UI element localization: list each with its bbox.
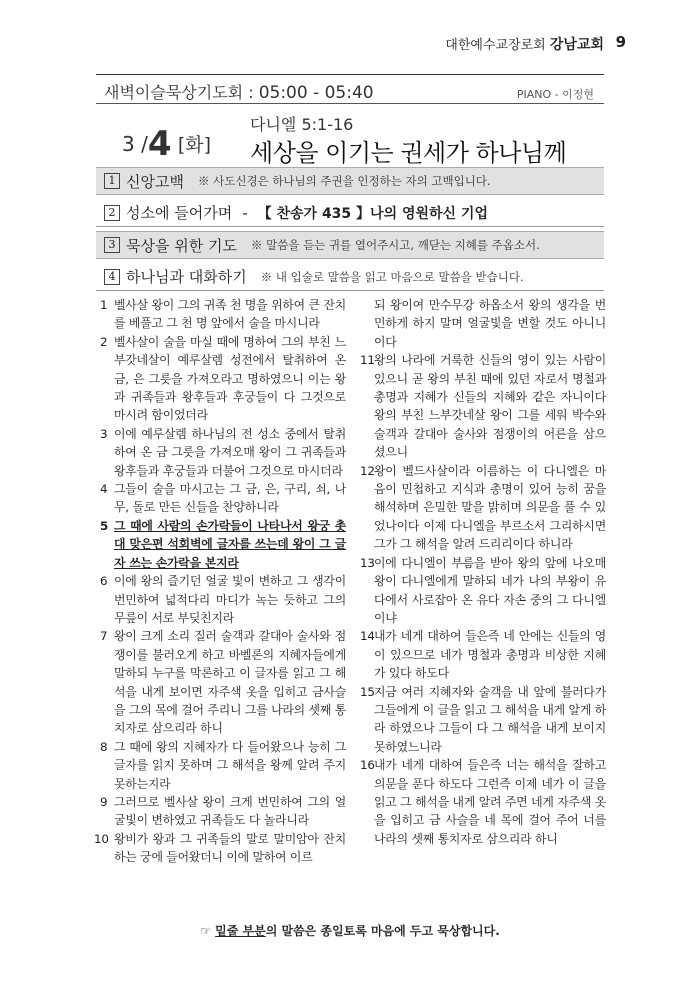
footer-underlined: 밑줄 부분 <box>215 924 266 938</box>
schedule-divider <box>96 103 604 104</box>
verse-11: 11 왕의 나라에 거룩한 신들의 영이 있는 사람이 있으니 곧 왕의 부친 때에 있던 자로서 명철과 총명과 지혜가 신들의 지혜와 같은 자니이다 왕의 부친 느부갓네살 왕이 그를 세워 박수와 술객과 갈대아 술사와 점쟁이의 어른을 삼으셨으니 <box>360 353 606 460</box>
step-number: 1 <box>104 173 120 189</box>
verse-12: 12 왕이 벨드사살이라 이름하는 이 다니엘은 마음이 민첩하고 지식과 총명이 있어 능히 꿈을 해석하며 은밀한 말을 밝히며 의문을 풀 수 있었나이다 이제 다니엘을 부르소서 그리하시면 그가 그 해석을 알려 드리리이다 하니라 <box>360 463 606 552</box>
verse-9: 9 그러므로 벨사살 왕이 크게 번민하여 그의 얼굴빛이 변하였고 귀족들도 다 놀라니라 <box>100 794 346 828</box>
step-3 <box>96 231 604 259</box>
date <box>122 124 211 164</box>
scripture-column-left <box>94 296 346 867</box>
step-4 <box>96 263 604 291</box>
step-note: ※ 내 입술로 말씀을 읽고 마음으로 말씀을 받습니다. <box>260 269 524 284</box>
date-day: 4 <box>147 124 172 164</box>
date-weekday: [화] <box>177 134 212 156</box>
verse-13: 13 이에 다니엘이 부름을 받아 왕의 앞에 나오매 왕이 다니엘에게 말하되 네가 나의 부왕이 유다에서 사로잡아 온 유다 자손 중의 그 다니엘이냐 <box>360 555 606 625</box>
verse-3: 3 이에 예루살렘 하나님의 전 성소 중에서 탈취하여 온 금 그릇을 가져오매 왕이 그 귀족들과 왕후들과 후궁들과 더불어 그것으로 마시더라 <box>100 426 346 478</box>
verse-10: 10 왕비가 왕과 그 귀족들의 말로 말미암아 잔치하는 궁에 들어왔더니 이에 말하여 이르 <box>94 831 346 865</box>
sermon-title: 세상을 이기는 권세가 하나님께 <box>250 139 567 167</box>
church-name: 강남교회 <box>549 37 604 53</box>
verse-7: 7 왕이 크게 소리 질러 술객과 갈대아 술사와 점쟁이를 불러오게 하고 바벨론의 지혜자들에게 말하되 누구를 막론하고 이 글자를 읽고 그 해석을 내게 보이면 자주색 옷을 입히고 금사슬을 그의 목에 걸어 주리니 그를 나라의 셋째 통치자로 삼으리라 하니 <box>100 629 346 736</box>
verse-14: 14 내가 네게 대하여 들은즉 네 안에는 신들의 영이 있으므로 네가 명철과 총명과 비상한 지혜가 있다 하도다 <box>360 629 606 681</box>
piano-credit: PIANO - 이정현 <box>516 88 594 101</box>
hymn-title: 【 찬송가 435 】나의 영원하신 기업 <box>257 205 488 222</box>
verse-10-continued: 되 왕이여 만수무강 하옵소서 왕의 생각을 번민하게 하지 말며 얼굴빛을 변할 것도 아니니이다 <box>374 298 606 349</box>
verse-6: 6 이에 왕의 즐기던 얼굴 빛이 변하고 그 생각이 번민하여 넓적다리 마디가 녹는 듯하고 그의 무릎이 서로 부딪친지라 <box>100 574 346 625</box>
org-name: 대한예수교장로회 <box>445 38 546 53</box>
verse-8: 8 그 때에 왕의 지혜자가 다 들어왔으나 능히 그 글자를 읽지 못하며 그 해석을 왕께 알려 주지 못하는지라 <box>100 739 346 791</box>
footer-note <box>0 922 700 939</box>
verse-16: 16 내가 네게 대하여 들은즉 너는 해석을 잘하고 의문을 푼다 하도다 그런즉 이제 네가 이 글을 읽고 그 해석을 내게 알려 주면 네게 자주색 옷을 입히고 금 사슬을 네 목에 걸어 주어 너를 나라의 셋째 통치자로 삼으리라 하니 <box>360 758 606 846</box>
schedule-time: 05:00 - 05:40 <box>258 83 374 103</box>
pointing-hand-icon: ☞ <box>200 924 211 938</box>
step-label: 신앙고백 <box>126 172 184 191</box>
step-1 <box>96 167 604 195</box>
verse-2: 2 벨사살이 술을 마실 때에 명하여 그의 부친 느부갓네살이 예루살렘 성전에서 탈취하여 온 금, 은 그릇을 가져오라고 명하였으니 이는 왕과 귀족들과 왕후들과 후궁들이 다 그것으로 마시려 함이었더라 <box>100 334 346 423</box>
step-label: 성소에 들어가며 <box>126 204 233 222</box>
schedule-line <box>104 80 374 103</box>
step-label: 묵상을 위한 기도 <box>126 236 237 255</box>
step-2 <box>96 199 604 227</box>
step-dash: - <box>242 203 248 222</box>
scripture-text <box>94 296 606 867</box>
schedule-label: 새벽이슬묵상기도회 : <box>104 83 254 102</box>
step-number: 3 <box>104 237 120 253</box>
footer-text: 의 말씀은 종일토록 마음에 두고 묵상합니다. <box>265 924 500 938</box>
verse-5-highlighted: 5 그 때에 사람의 손가락들이 나타나서 왕궁 촛대 맞은편 석회벽에 글자를 쓰는데 왕이 그 글자 쓰는 손가락을 본지라 <box>100 518 346 570</box>
verse-15: 15 지금 여러 지혜자와 술객을 내 앞에 불러다가 그들에게 이 글을 읽고 그 해석을 내게 알게 하라 하였으나 그들이 다 그 해석을 내게 보이지 못하였느니라 <box>360 684 606 754</box>
scripture-column-right <box>360 296 606 867</box>
page-number: 9 <box>615 33 626 51</box>
worship-steps <box>96 167 604 295</box>
step-label: 하나님과 대화하기 <box>126 268 247 286</box>
scripture-reference: 다니엘 5:1-16 <box>250 115 354 134</box>
step-number: 2 <box>104 205 120 221</box>
top-divider <box>96 74 604 75</box>
page-header <box>445 33 626 54</box>
verse-4: 4 그들이 술을 마시고는 그 금, 은, 구리, 쇠, 나무, 돌로 만든 신들을 찬양하니라 <box>100 482 346 515</box>
step-note: ※ 사도신경은 하나님의 주권을 인정하는 자의 고백입니다. <box>197 174 491 188</box>
step-number: 4 <box>104 269 120 285</box>
verse-1: 1 벨사살 왕이 그의 귀족 천 명을 위하여 큰 잔치를 베풀고 그 천 명 앞에서 술을 마시니라 <box>100 298 346 331</box>
date-month: 3 / <box>122 132 148 156</box>
step-note: ※ 말씀을 듣는 귀를 열어주시고, 깨닫는 지혜를 주옵소서. <box>250 238 540 252</box>
